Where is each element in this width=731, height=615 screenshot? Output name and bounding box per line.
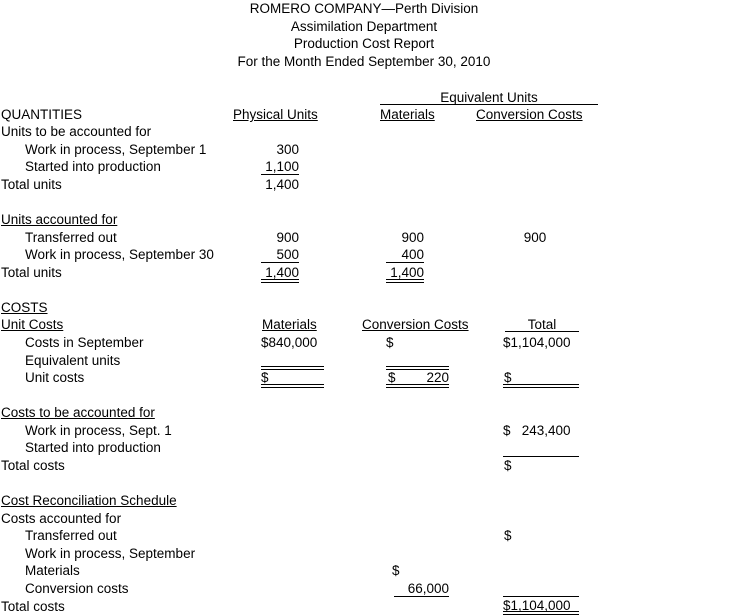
total-units2-label: Total units bbox=[1, 265, 62, 280]
costs-heading: COSTS bbox=[1, 300, 48, 315]
equivalent-units-rule bbox=[380, 104, 598, 105]
costs-accounted-label: Costs accounted for bbox=[1, 511, 122, 526]
recon-total-label: Total costs bbox=[1, 599, 65, 614]
costs-wip-sept1-total: $ 243,400 bbox=[503, 423, 571, 438]
physical-units-col: Physical Units bbox=[233, 107, 318, 122]
unit-cost-conversion: 220 bbox=[426, 370, 449, 385]
department-title: Assimilation Department bbox=[290, 19, 438, 34]
company-title: ROMERO COMPANY—Perth Division bbox=[249, 1, 479, 16]
total2-materials: 1,400 bbox=[390, 265, 424, 280]
costs-to-account-label: Costs to be accounted for bbox=[1, 405, 155, 420]
recon-total-value: $1,104,000 bbox=[503, 598, 571, 613]
report-title: Production Cost Report bbox=[293, 36, 435, 51]
units-accounted-label: Units accounted for bbox=[1, 212, 118, 227]
unit-costs-heading: Unit Costs bbox=[1, 317, 64, 332]
recon-materials-value: $ bbox=[392, 563, 400, 578]
recon-transferred-total: $ bbox=[504, 528, 512, 543]
total2-physical-double-rule bbox=[261, 279, 299, 283]
quantities-heading: QUANTITIES bbox=[1, 107, 83, 122]
units-to-account-label: Units to be accounted for bbox=[1, 124, 152, 139]
unit-cost-conversion-sign: $ bbox=[388, 370, 396, 385]
costs-in-sept-materials: $840,000 bbox=[261, 335, 318, 350]
costs-total-label: Total costs bbox=[1, 458, 65, 473]
conversion-costs-col: Conversion Costs bbox=[476, 107, 583, 122]
equivalent-units-heading: Equivalent Units bbox=[440, 90, 538, 105]
started-physical: 1,100 bbox=[265, 159, 299, 174]
transferred-conversion: 900 bbox=[523, 230, 547, 245]
recon-wip-label: Work in process, September bbox=[25, 546, 196, 561]
started-label: Started into production bbox=[25, 159, 161, 174]
transferred-label: Transferred out bbox=[25, 230, 117, 245]
equivalent-units-label: Equivalent units bbox=[25, 353, 121, 368]
transferred-materials: 900 bbox=[401, 230, 424, 245]
wip-sept30-label: Work in process, September 30 bbox=[25, 247, 214, 262]
equiv-materials-double-rule bbox=[261, 366, 324, 370]
recon-materials-label: Materials bbox=[25, 563, 80, 578]
costs-materials-col: Materials bbox=[262, 317, 317, 332]
recon-conversion-value: 66,000 bbox=[407, 581, 449, 596]
recon-transferred-label: Transferred out bbox=[25, 528, 117, 543]
materials-col: Materials bbox=[380, 107, 435, 122]
costs-total-col: Total bbox=[527, 317, 557, 332]
costs-wip-sept1-label: Work in process, Sept. 1 bbox=[25, 423, 172, 438]
reconciliation-heading: Cost Reconciliation Schedule bbox=[1, 493, 177, 508]
costs-in-sept-conversion: $ bbox=[386, 335, 394, 350]
costs-started-label: Started into production bbox=[25, 440, 161, 455]
unit-cost-total: $ bbox=[504, 370, 512, 385]
wip-sept30-physical: 500 bbox=[276, 247, 299, 262]
wip-sept1-physical: 300 bbox=[276, 142, 299, 157]
wip-sept1-label: Work in process, September 1 bbox=[25, 142, 207, 157]
total2-physical: 1,400 bbox=[265, 265, 299, 280]
recon-subtotal-rule bbox=[503, 596, 579, 597]
total-units-label: Total units bbox=[1, 177, 62, 192]
total2-materials-double-rule bbox=[386, 279, 424, 283]
unit-cost-conversion-double-rule bbox=[386, 384, 449, 388]
unit-cost-materials: $ bbox=[261, 370, 269, 385]
wip-sept30-physical-rule bbox=[261, 262, 299, 263]
period-title: For the Month Ended September 30, 2010 bbox=[237, 54, 491, 69]
unit-cost-total-double-rule bbox=[503, 384, 579, 388]
costs-in-sept-label: Costs in September bbox=[25, 335, 144, 350]
costs-total-col-rule bbox=[505, 331, 579, 332]
costs-started-rule bbox=[503, 456, 579, 457]
total-physical: 1,400 bbox=[265, 177, 299, 192]
transferred-physical: 900 bbox=[276, 230, 299, 245]
recon-total-double-rule bbox=[503, 611, 579, 615]
recon-conversion-label: Conversion costs bbox=[25, 581, 129, 596]
wip-sept30-materials: 400 bbox=[401, 247, 424, 262]
costs-in-sept-total: $1,104,000 bbox=[503, 335, 571, 350]
unit-cost-materials-double-rule bbox=[261, 384, 324, 388]
costs-total-value: $ bbox=[504, 458, 512, 473]
recon-conversion-rule bbox=[394, 596, 449, 597]
wip-sept30-materials-rule bbox=[386, 262, 424, 263]
started-rule bbox=[261, 174, 299, 175]
costs-conversion-col: Conversion Costs bbox=[362, 317, 469, 332]
unit-costs-label: Unit costs bbox=[25, 370, 85, 385]
